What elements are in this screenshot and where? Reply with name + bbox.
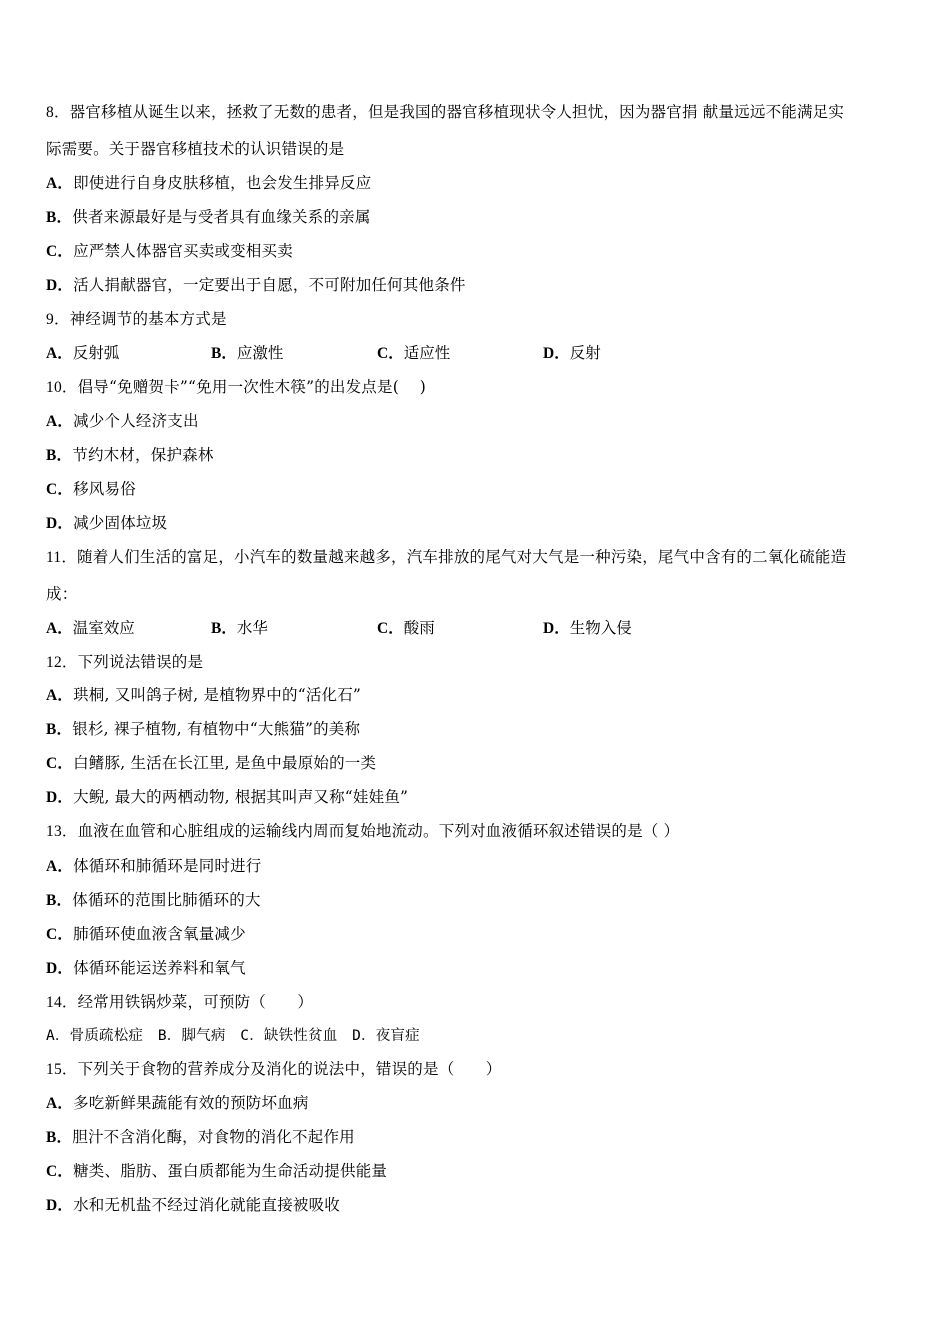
question-14-stem — [46, 992, 313, 1013]
option-text: 水和无机盐不经过消化就能直接被吸收 — [73, 1196, 340, 1214]
question-10-stem — [46, 377, 426, 398]
question-10-option-a — [46, 411, 199, 432]
question-number: 9． — [46, 311, 70, 328]
option-text: 减少固体垃圾 — [73, 514, 168, 532]
option-text: 体循环能运送养料和氧气 — [73, 959, 246, 977]
option-label: A． — [46, 1095, 74, 1112]
question-8-option-a — [46, 173, 371, 194]
option-text: 移风易俗 — [73, 480, 136, 498]
option-label: B． — [46, 1129, 73, 1146]
question-number: 10． — [46, 379, 78, 396]
question-15-stem — [46, 1059, 502, 1080]
question-11-stem — [46, 547, 846, 568]
option-label: C． — [377, 345, 404, 362]
option-c — [377, 343, 450, 364]
option-label: A． — [46, 413, 74, 430]
option-label: D． — [543, 345, 570, 362]
option-d — [543, 343, 601, 364]
option-text: 珙桐, 又叫鸽子树, 是植物界中的“活化石” — [73, 686, 362, 704]
question-9-stem — [46, 309, 227, 330]
question-15-option-d — [46, 1195, 340, 1216]
option-text: 应激性 — [236, 344, 284, 362]
question-12-option-b — [46, 719, 360, 740]
option-d — [543, 618, 632, 639]
option-label: A． — [46, 345, 73, 362]
option-label: A． — [46, 687, 74, 704]
option-label: D． — [46, 789, 74, 806]
option-text: 反射弧 — [72, 344, 120, 362]
question-13-option-c — [46, 924, 246, 945]
option-text: 温室效应 — [72, 619, 135, 637]
question-number: 12． — [46, 654, 78, 671]
option-text: 应严禁人体器官买卖或变相买卖 — [73, 242, 293, 260]
option-text: 减少个人经济支出 — [73, 412, 199, 430]
question-text: 下列关于食物的营养成分及消化的说法中，错误的是（ ） — [77, 1060, 502, 1078]
question-15-option-a — [46, 1093, 309, 1114]
question-8-stem-cont — [46, 139, 344, 159]
question-13-option-b — [46, 890, 261, 911]
question-number: 15． — [46, 1061, 78, 1078]
option-label: B． — [211, 345, 237, 362]
option-label: B． — [46, 892, 73, 909]
question-text: 血液在血管和心脏组成的运输线内周而复始地流动。下列对血液循环叙述错误的是（ ） — [77, 822, 680, 840]
option-label: B． — [46, 209, 73, 226]
option-label: B． — [46, 447, 73, 464]
question-text: 神经调节的基本方式是 — [69, 310, 227, 328]
question-text: 经常用铁锅炒菜，可预防（ ） — [77, 993, 314, 1011]
option-label: A． — [46, 175, 74, 192]
option-text: 体循环和肺循环是同时进行 — [73, 857, 262, 875]
question-8-option-b — [46, 207, 371, 228]
option-text: 水华 — [236, 619, 268, 637]
option-text: 胆汁不含消化酶，对食物的消化不起作用 — [72, 1128, 355, 1146]
option-label: D． — [46, 960, 74, 977]
option-text: 糖类、脂肪、蛋白质都能为生命活动提供能量 — [73, 1162, 388, 1180]
option-text: 生物入侵 — [569, 619, 632, 637]
option-text: 适应性 — [403, 344, 451, 362]
question-text: 器官移植从诞生以来，拯救了无数的患者，但是我国的器官移植现状令人担忧，因为器官捐 献量远远不能满足实 — [69, 103, 845, 121]
option-label: C． — [46, 926, 74, 943]
option-b — [211, 618, 268, 639]
option-b — [211, 343, 283, 364]
option-text: 供者来源最好是与受者具有血缘关系的亲属 — [72, 208, 371, 226]
option-text: 多吃新鲜果蔬能有效的预防坏血病 — [73, 1094, 309, 1112]
question-text: 倡导“免赠贺卡”“免用一次性木筷”的出发点是( ) — [77, 378, 427, 396]
option-text: 银杉, 裸子植物, 有植物中“大熊猫”的美称 — [72, 720, 361, 738]
option-label: A． — [46, 858, 74, 875]
option-label: C． — [46, 243, 74, 260]
option-label: D． — [46, 515, 74, 532]
question-10-option-d — [46, 513, 167, 534]
option-text: 肺循环使血液含氧量减少 — [73, 925, 246, 943]
question-number: 13． — [46, 823, 78, 840]
question-12-option-c — [46, 753, 376, 774]
option-label: C． — [377, 620, 404, 637]
option-label: C． — [46, 481, 74, 498]
option-text: 白鳍豚, 生活在长江里, 是鱼中最原始的一类 — [73, 754, 377, 772]
question-10-option-b — [46, 445, 214, 466]
option-label: D． — [46, 277, 74, 294]
question-15-option-c — [46, 1161, 387, 1182]
option-text: 反射 — [569, 344, 601, 362]
option-a — [46, 618, 135, 639]
option-label: C． — [46, 755, 74, 772]
option-label: B． — [211, 620, 237, 637]
question-number: 11． — [46, 549, 78, 566]
option-label: C． — [46, 1163, 74, 1180]
option-label: D． — [46, 1197, 74, 1214]
question-13-option-d — [46, 958, 246, 979]
question-12-option-d — [46, 787, 408, 808]
question-8-option-d — [46, 275, 466, 296]
question-15-option-b — [46, 1127, 355, 1148]
question-12-option-a — [46, 685, 361, 706]
option-c — [377, 618, 435, 639]
question-text: 随着人们生活的富足，小汽车的数量越来越多，汽车排放的尾气对大气是一种污染，尾气中含有的二氧化硫能造 — [77, 548, 847, 566]
question-text: 际需要。关于器官移植技术的认识错误的是 — [46, 140, 345, 158]
question-12-stem — [46, 652, 203, 673]
option-label: D． — [543, 620, 570, 637]
question-10-option-c — [46, 479, 136, 500]
option-text: 酸雨 — [403, 619, 435, 637]
question-text: 成： — [46, 585, 78, 603]
option-a — [46, 343, 119, 364]
option-text: 即使进行自身皮肤移植，也会发生排异反应 — [73, 174, 372, 192]
option-text: 大鲵, 最大的两栖动物, 根据其叫声又称“娃娃鱼” — [73, 788, 409, 806]
question-11-stem-cont — [46, 584, 77, 604]
question-8-option-c — [46, 241, 293, 262]
question-8-stem — [46, 102, 844, 123]
question-number: 14． — [46, 994, 78, 1011]
option-text: 节约木材，保护森林 — [72, 446, 214, 464]
option-text: 活人捐献器官，一定要出于自愿，不可附加任何其他条件 — [73, 276, 466, 294]
option-text: 体循环的范围比肺循环的大 — [72, 891, 261, 909]
question-number: 8． — [46, 104, 70, 121]
options-inline: A．骨质疏松症 B．脚气病 C．缺铁性贫血 D．夜盲症 — [46, 1028, 420, 1044]
question-text: 下列说法错误的是 — [77, 653, 204, 671]
option-label: A． — [46, 620, 73, 637]
question-14-options — [46, 1026, 420, 1046]
question-13-option-a — [46, 856, 262, 877]
question-13-stem — [46, 821, 679, 842]
option-label: B． — [46, 721, 73, 738]
